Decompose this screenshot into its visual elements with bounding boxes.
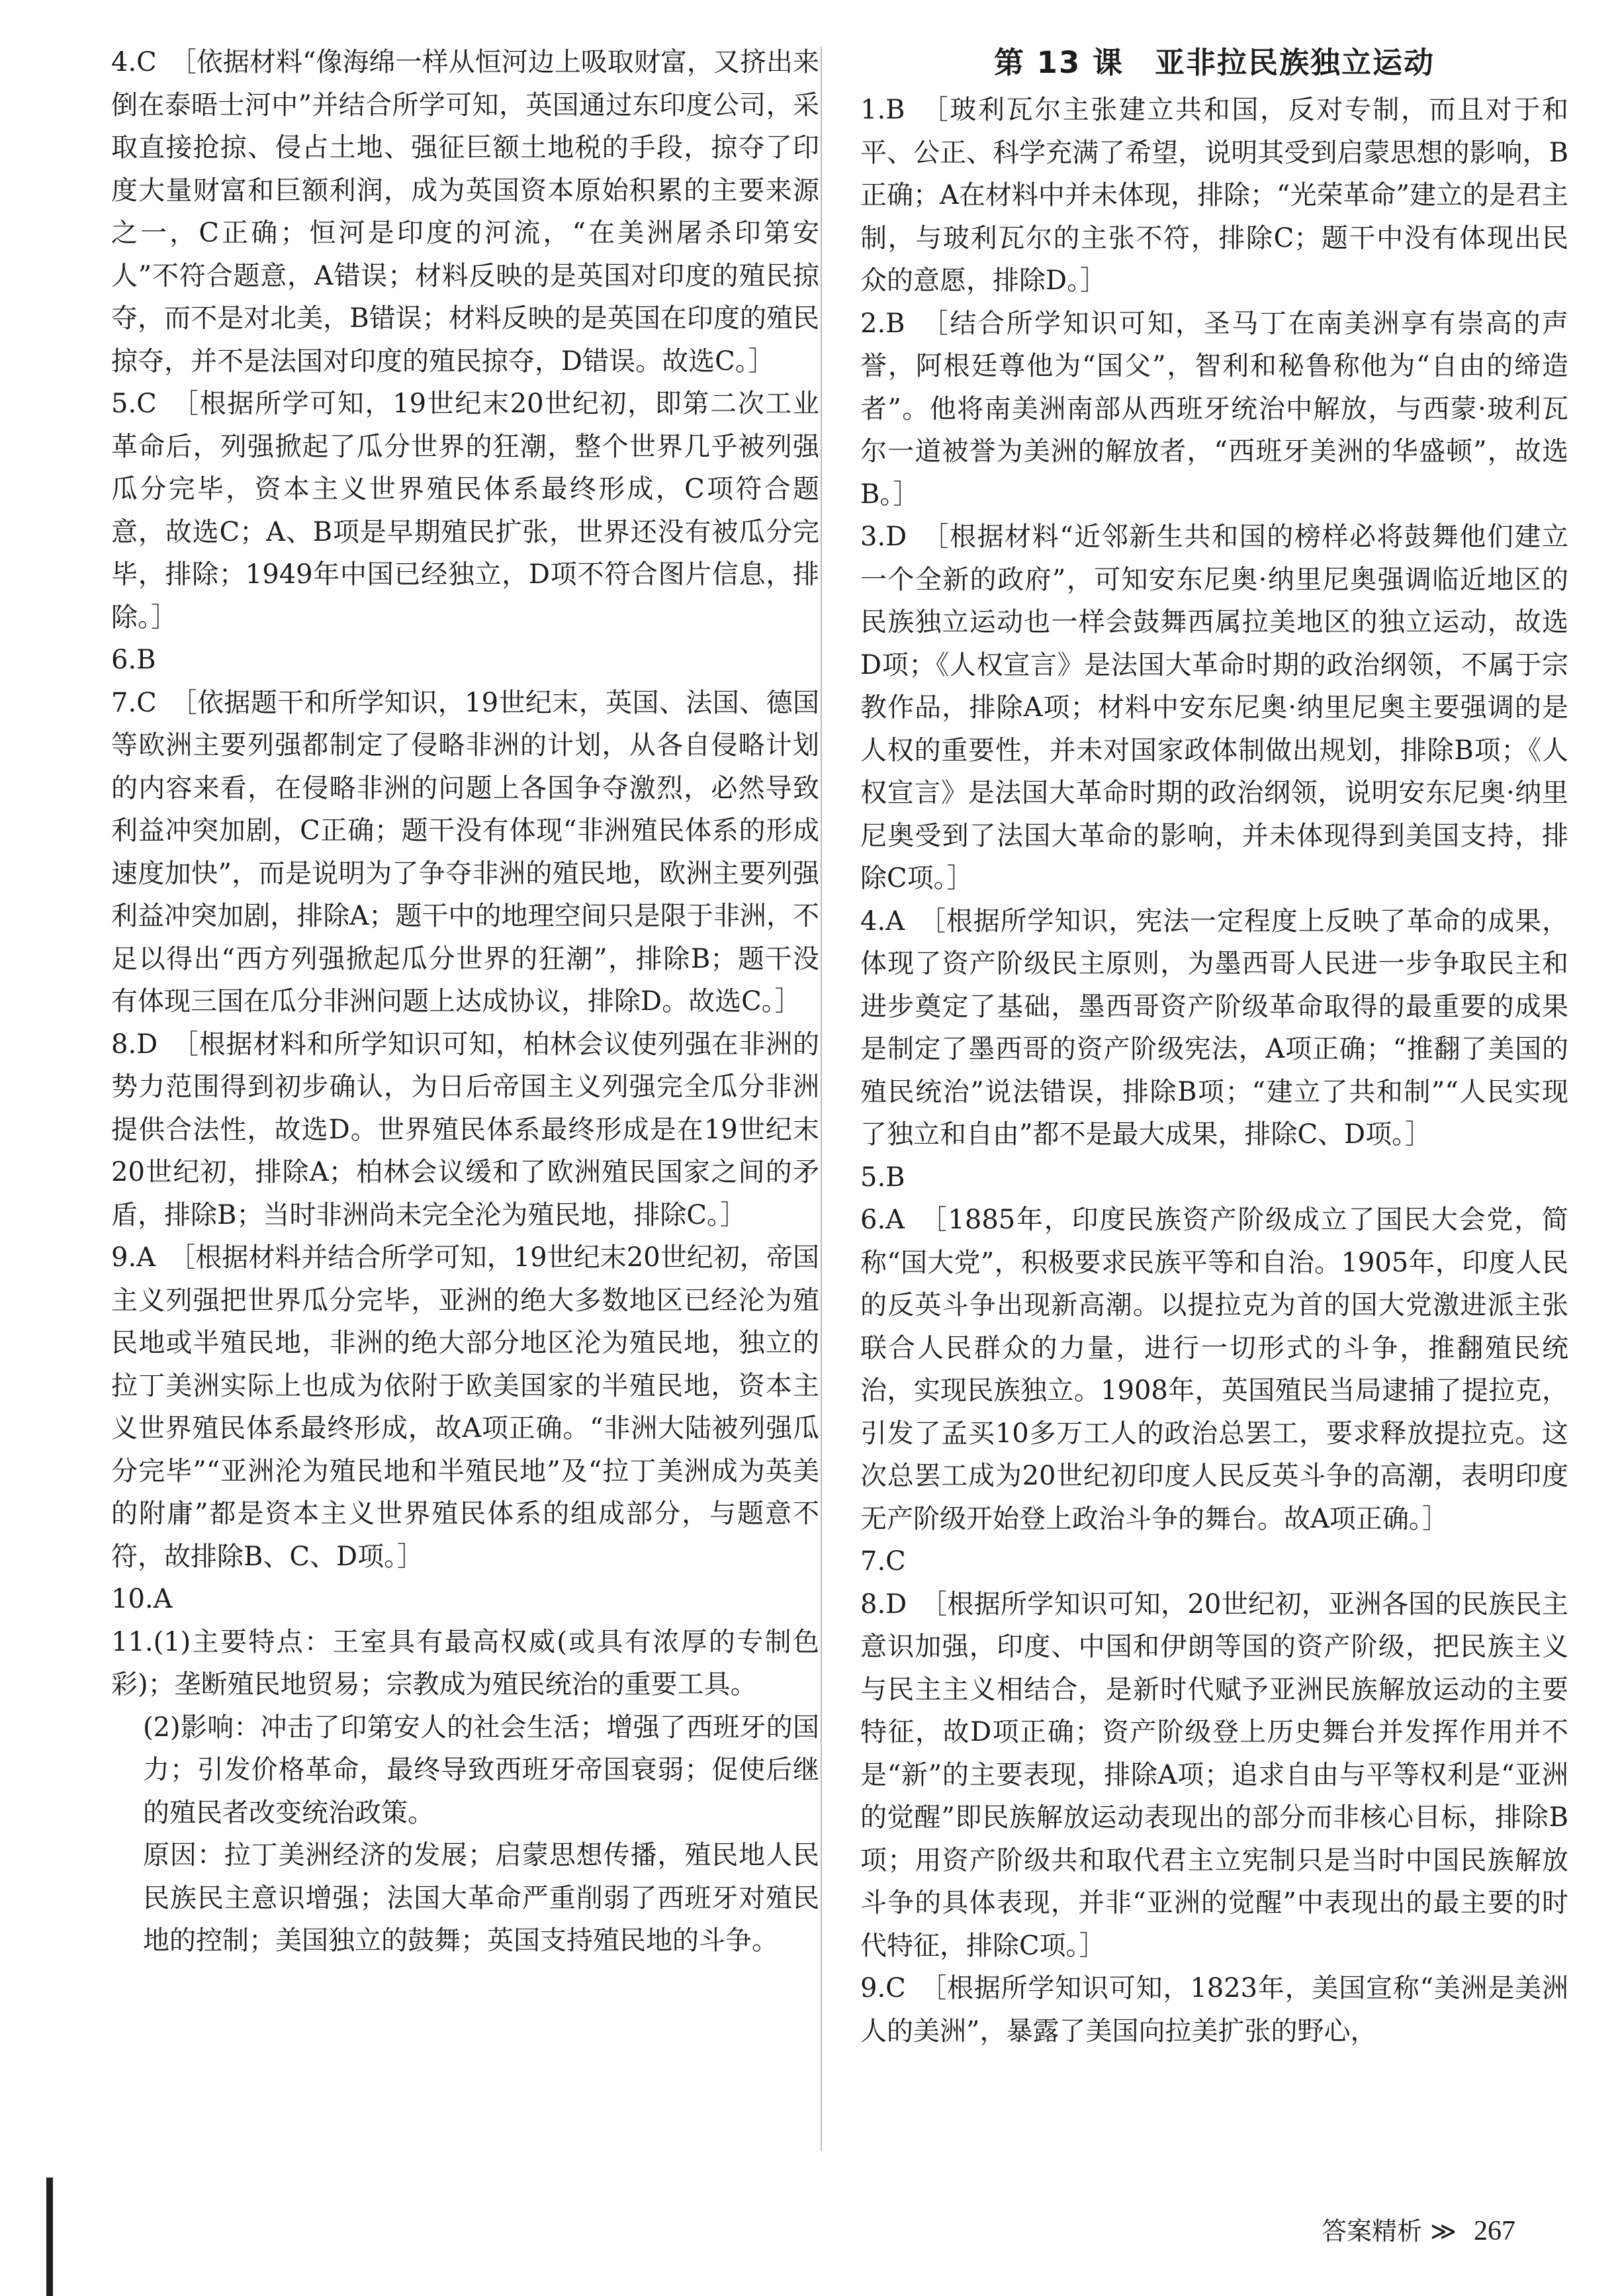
answer-item-5: 5.B bbox=[860, 1162, 905, 1193]
lesson-title: 第 13 课 亚非拉民族独立运动 bbox=[994, 45, 1435, 80]
answer-item-11-reasons: 原因：拉丁美洲经济的发展；启蒙思想传播，殖民地人民民族民主意识增强；法国大革命严重削弱了西班牙对殖民地的控制；美国独立的鼓舞；英国支持殖民地的斗争。 bbox=[143, 1840, 819, 1956]
answer-item-1: 1.B ［玻利瓦尔主张建立共和国，反对专制，而且对于和平、公正、科学充满了希望，说明其受到启蒙思想的影响，B正确；A在材料中并未体现，排除；“光荣革命”建立的是君主制，与玻利瓦尔的主张不符，排除C；题干中没有体现出民众的意愿，排除D。］ bbox=[860, 95, 1568, 296]
right-column bbox=[860, 41, 1568, 2052]
answer-item-3: 3.D ［根据材料“近邻新生共和国的榜样必将鼓舞他们建立一个全新的政府”，可知安东尼奥·纳里尼奥强调临近地区的民族独立运动也一样会鼓舞西属拉美地区的独立运动，故选D项；《人权宣言》是法国大革命时期的政治纲领，不属于宗教作品，排除A项；材料中安东尼奥·纳里尼奥主要强调的是人权的重要性，并未对国家政体制做出规划，排除B项；《人权宣言》是法国大革命时期的政治纲领，说明安东尼奥·纳里尼奥受到了法国大革命的影响，并未体现得到美国支持，排除C项。］ bbox=[860, 522, 1568, 894]
double-arrow-icon: ≫ bbox=[1430, 2217, 1457, 2246]
answer-item-6: 6.B bbox=[111, 645, 156, 675]
answer-item-9: 9.C ［根据所学知识可知，1823年，美国宣称“美洲是美洲人的美洲”，暴露了美国向拉美扩张的野心， bbox=[860, 1973, 1568, 2046]
left-column bbox=[111, 41, 819, 1962]
answer-item-5: 5.C ［根据所学可知，19世纪末20世纪初，即第二次工业革命后，列强掀起了瓜分世界的狂潮，整个世界几乎被列强瓜分完毕，资本主义世界殖民体系最终形成，C项符合题意，故选C；A、B项是早期殖民扩张，世界还没有被瓜分完毕，排除；1949年中国已经独立，D项不符合图片信息，排除。］ bbox=[111, 389, 819, 633]
page-number: 267 bbox=[1474, 2216, 1515, 2246]
answer-item-11-part-2: (2)影响：冲击了印第安人的社会生活；增强了西班牙的国力；引发价格革命，最终导致西班牙帝国衰弱；促使后继的殖民者改变统治政策。 bbox=[143, 1712, 819, 1828]
answer-item-7: 7.C bbox=[860, 1546, 906, 1577]
answer-item-8: 8.D ［根据所学知识可知，20世纪初，亚洲各国的民族民主意识加强，印度、中国和伊朗等国的资产阶级，把民族主义与民主主义相结合，是新时代赋予亚洲民族解放运动的主要特征，故D项正确；资产阶级登上历史舞台并发挥作用并不是“新”的主要表现，排除A项；追求自由与平等权利是“亚洲的觉醒”即民族解放运动表现出的部分而非核心目标，排除B项；用资产阶级共和取代君主立宪制只是当时中国民族解放斗争的具体表现，并非“亚洲的觉醒”中表现出的最主要的时代特征，排除C项。］ bbox=[860, 1588, 1568, 1961]
answer-item-2: 2.B ［结合所学知识可知，圣马丁在南美洲享有崇高的声誉，阿根廷尊他为“国父”，智利和秘鲁称他为“自由的缔造者”。他将南美洲南部从西班牙统治中解放，与西蒙·玻利瓦尔一道被誉为美洲的解放者，“西班牙美洲的华盛顿”，故选B。］ bbox=[860, 308, 1568, 510]
answer-item-10: 10.A bbox=[111, 1584, 173, 1614]
column-divider bbox=[821, 46, 822, 2151]
answer-item-9: 9.A ［根据材料并结合所学可知，19世纪末20世纪初，帝国主义列强把世界瓜分完毕，亚洲的绝大多数地区已经沦为殖民地或半殖民地，非洲的绝大部分地区沦为殖民地，独立的拉丁美洲实际上也成为依附于欧美国家的半殖民地，资本主义世界殖民体系最终形成，故A项正确。“非洲大陆被列强瓜分完毕”“亚洲沦为殖民地和半殖民地”及“拉丁美洲成为英美的附庸”都是资本主义世界殖民体系的组成部分，与题意不符，故排除B、C、D项。］ bbox=[111, 1242, 819, 1572]
answer-item-11: 11.(1)主要特点：王室具有最高权威(或具有浓厚的专制色彩)；垄断殖民地贸易；宗教成为殖民统治的重要工具。 bbox=[111, 1626, 819, 1700]
answer-item-4: 4.C ［依据材料“像海绵一样从恒河边上吸取财富，又挤出来倒在泰晤士河中”并结合所学可知，英国通过东印度公司，采取直接抢掠、侵占土地、强征巨额土地税的手段，掠夺了印度大量财富和巨额利润，成为英国资本原始积累的主要来源之一，C正确；恒河是印度的河流，“在美洲屠杀印第安人”不符合题意，A错误；材料反映的是英国对印度的殖民掠夺，而不是对北美，B错误；材料反映的是英国在印度的殖民掠夺，并不是法国对印度的殖民掠夺，D错误。故选C。］ bbox=[111, 47, 819, 377]
binding-edge-mark bbox=[46, 2178, 53, 2296]
answer-item-6: 6.A ［1885年，印度民族资产阶级成立了国民大会党，简称“国大党”，积极要求民族平等和自治。1905年，印度人民的反英斗争出现新高潮。以提拉克为首的国大党激进派主张联合人民群众的力量，进行一切形式的斗争，推翻殖民统治，实现民族独立。1908年，英国殖民当局逮捕了提拉克，引发了孟买10多万工人的政治总罢工，要求释放提拉克。这次总罢工成为20世纪初印度人民反英斗争的高潮，表明印度无产阶级开始登上政治斗争的舞台。故A项正确。］ bbox=[860, 1205, 1568, 1534]
page-footer bbox=[1322, 2211, 1515, 2247]
answer-item-7: 7.C ［依据题干和所学知识，19世纪末，英国、法国、德国等欧洲主要列强都制定了侵略非洲的计划，从各自侵略计划的内容来看，在侵略非洲的问题上各国争夺激烈，必然导致利益冲突加剧，C正确；题干没有体现“非洲殖民体系的形成速度加快”，而是说明为了争夺非洲的殖民地，欧洲主要列强利益冲突加剧，排除A；题干中的地理空间只是限于非洲，不足以得出“西方列强掀起瓜分世界的狂潮”，排除B；题干没有体现三国在瓜分非洲问题上达成协议，排除D。故选C。］ bbox=[111, 687, 819, 1017]
answer-item-8: 8.D ［根据材料和所学知识可知，柏林会议使列强在非洲的势力范围得到初步确认，为日后帝国主义列强完全瓜分非洲提供合法性，故选D。世界殖民体系最终形成是在19世纪末20世纪初，排除A；柏林会议缓和了欧洲殖民国家之间的矛盾，排除B；当时非洲尚未完全沦为殖民地，排除C。］ bbox=[111, 1029, 819, 1230]
footer-label: 答案精析 bbox=[1322, 2217, 1423, 2246]
answer-item-4: 4.A ［根据所学知识，宪法一定程度上反映了革命的成果，体现了资产阶级民主原则，为墨西哥人民进一步争取民主和进步奠定了基础，墨西哥资产阶级革命取得的最重要的成果是制定了墨西哥的资产阶级宪法，A项正确；“推翻了美国的殖民统治”说法错误，排除B项；“建立了共和制”“人民实现了独立和自由”都不是最大成果，排除C、D项。］ bbox=[860, 905, 1568, 1150]
